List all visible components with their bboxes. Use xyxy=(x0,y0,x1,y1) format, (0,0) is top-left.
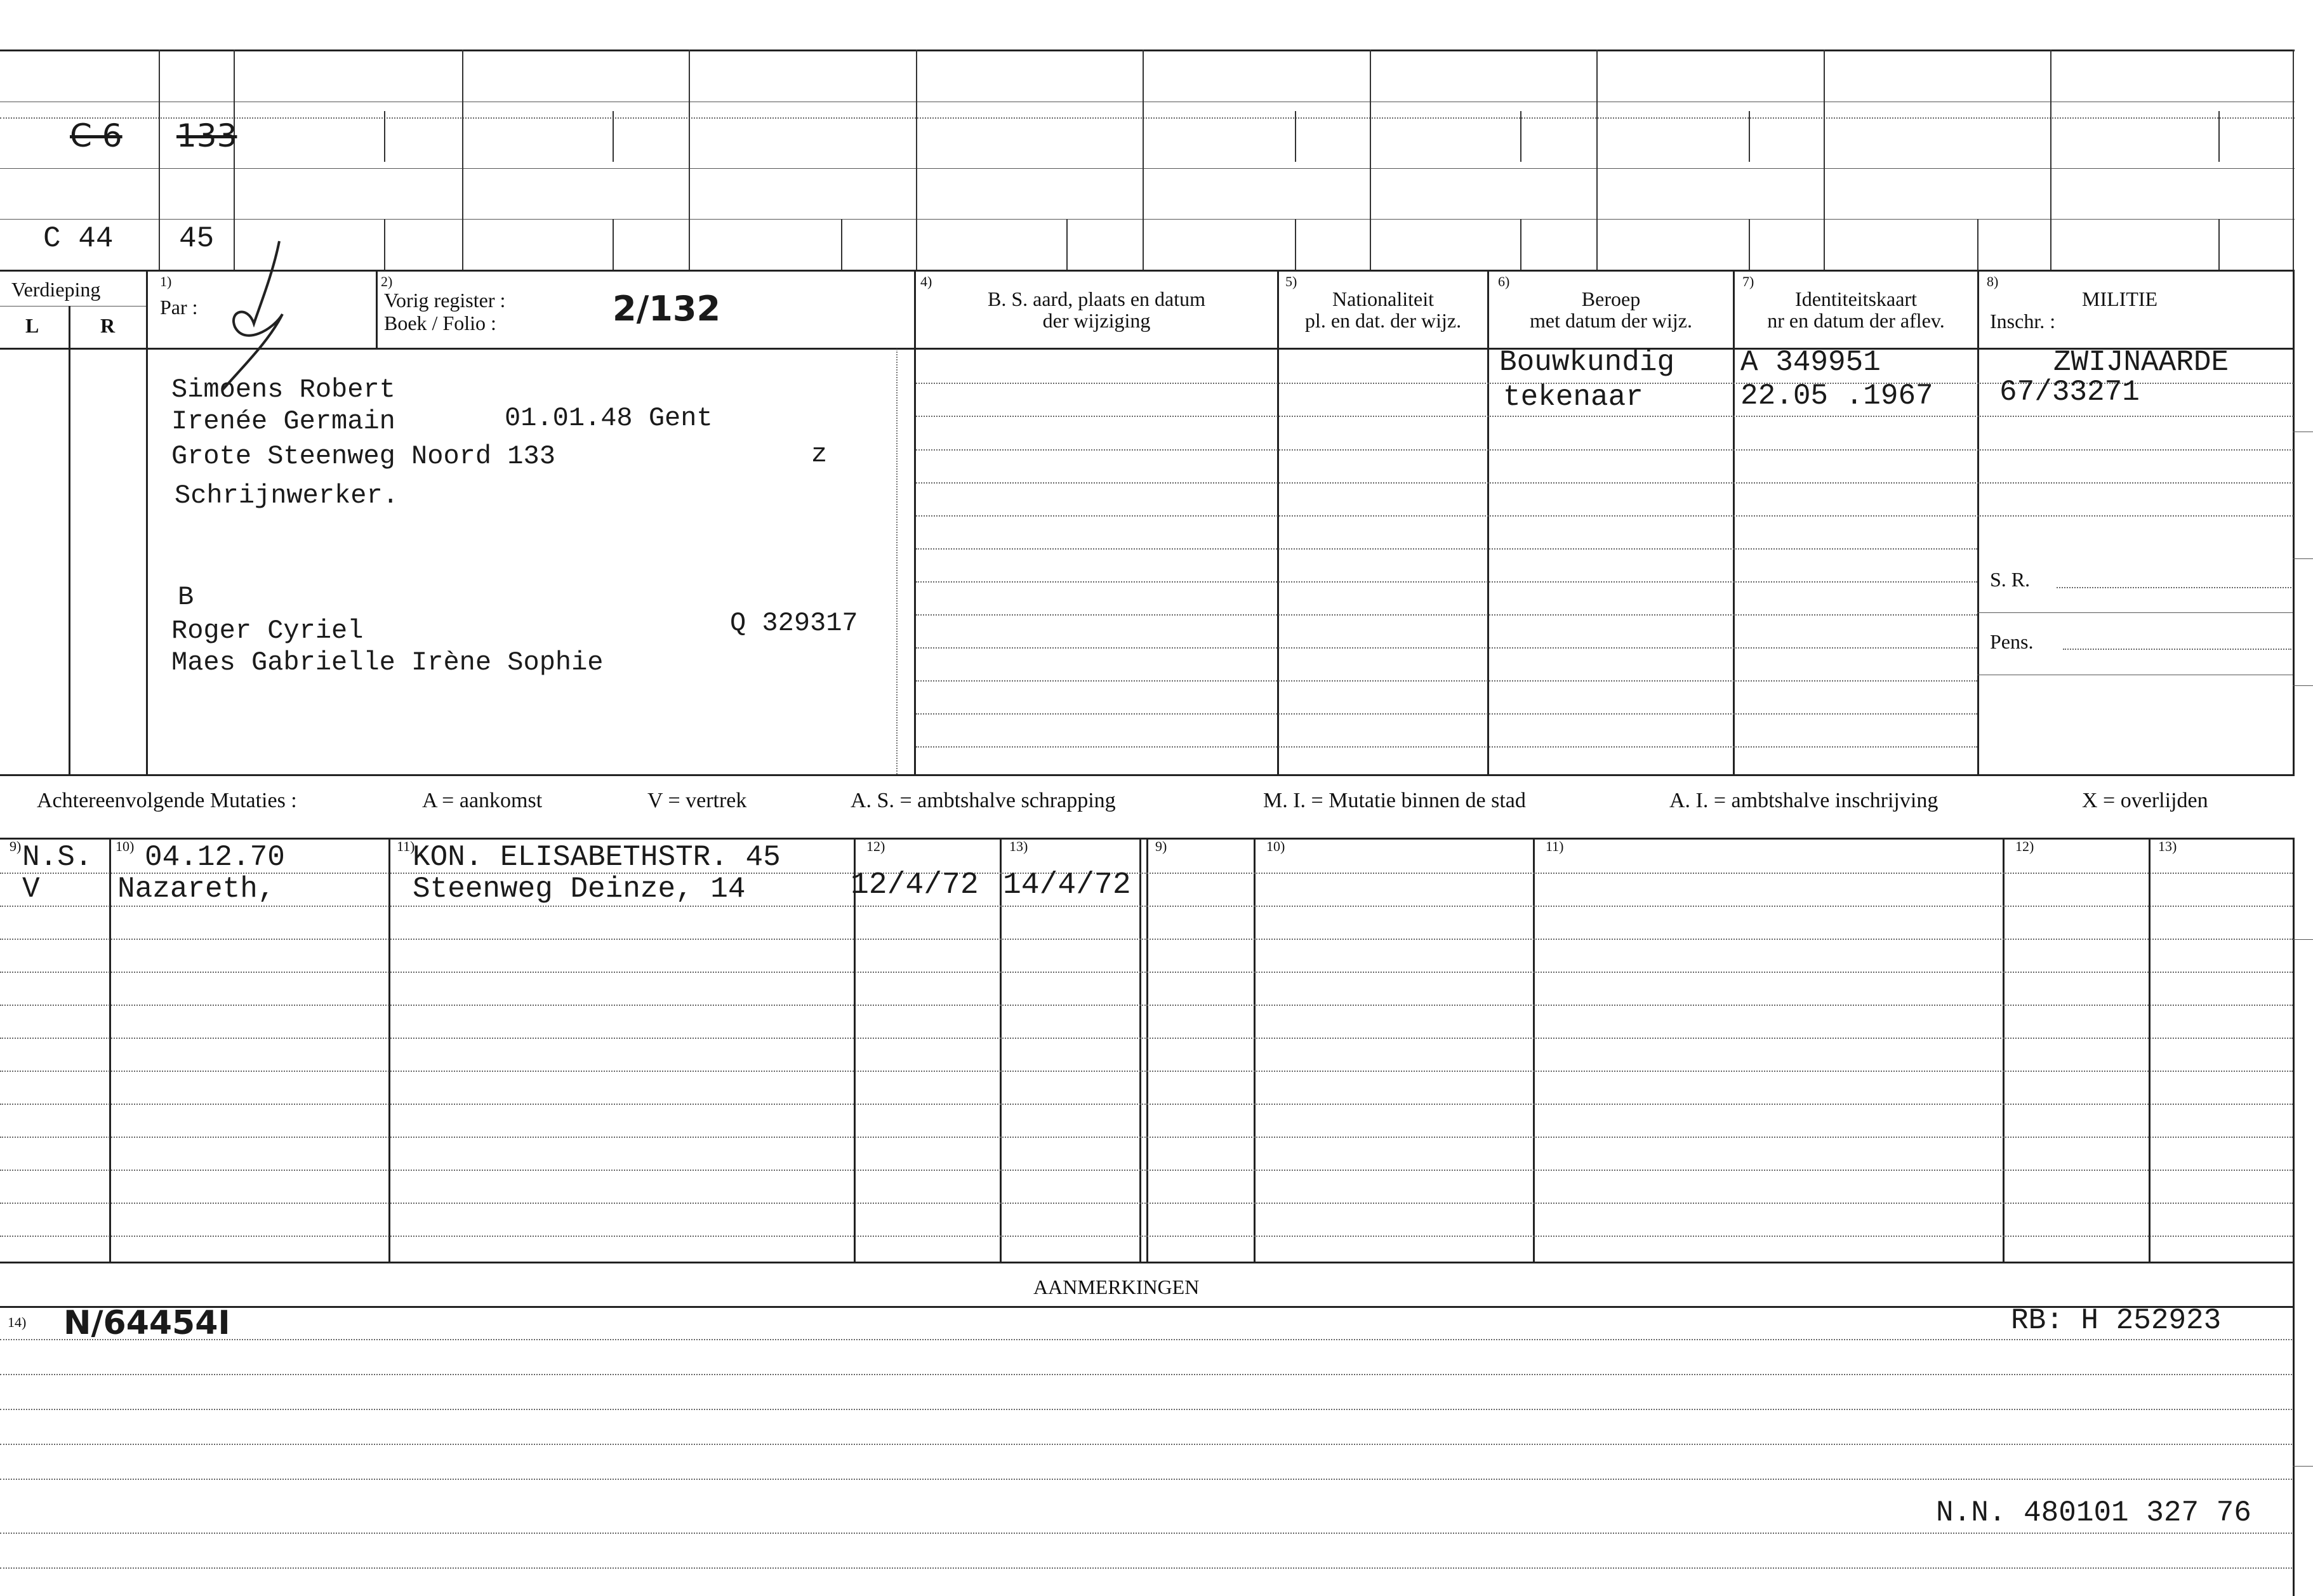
header-r: R xyxy=(100,314,116,337)
mut-row-line xyxy=(0,1005,2293,1006)
header-n2: 2) xyxy=(381,274,393,289)
header-identiteitskaart xyxy=(1735,289,1977,331)
header-nat-line2: pl. en dat. der wijz. xyxy=(1304,308,1462,332)
grid-col xyxy=(613,111,614,162)
header-par: Par : xyxy=(160,296,198,319)
header-id-line1: Identiteitskaart xyxy=(1795,287,1917,310)
edge-tick xyxy=(2293,558,2313,559)
militie-sr: S. R. xyxy=(1990,568,2031,591)
grid-col xyxy=(1295,219,1296,270)
mut-row1-code: N.S. xyxy=(22,841,93,874)
mut-row1-address: KON. ELISABETHSTR. 45 xyxy=(413,841,781,874)
mut-row2-address: Steenweg Deinze, 14 xyxy=(413,873,746,906)
grid-col xyxy=(1749,111,1750,162)
mut-row-line xyxy=(0,1038,2293,1039)
header-id-line2: nr en datum der aflev. xyxy=(1767,308,1945,332)
number-133: 133 xyxy=(176,117,237,154)
section-divider xyxy=(896,349,898,774)
header-beroep-line1: Beroep xyxy=(1581,287,1641,310)
header-nationaliteit xyxy=(1279,289,1487,331)
code-c44: C 44 xyxy=(43,222,114,255)
header-n4: 4) xyxy=(920,274,932,289)
body-line xyxy=(916,647,1977,649)
mut-col xyxy=(388,838,390,1262)
header-bottom xyxy=(0,348,2295,350)
mut-col xyxy=(1146,838,1148,1262)
grid-line xyxy=(0,270,2295,272)
grid-line xyxy=(0,117,2295,119)
remarks-line xyxy=(0,1339,2295,1340)
legend-a: A = aankomst xyxy=(422,789,543,812)
beroep-line1: Bouwkundig xyxy=(1499,346,1675,379)
body-line xyxy=(916,416,2293,417)
body-line xyxy=(916,746,1977,748)
grid-col xyxy=(1143,49,1144,270)
header-nat-line1: Nationaliteit xyxy=(1332,287,1434,310)
edge-tick xyxy=(2293,685,2313,686)
remarks-rb: RB: H 252923 xyxy=(2011,1304,2222,1337)
header-n8: 8) xyxy=(1987,274,1999,289)
header-bs-line1: B. S. aard, plaats en datum xyxy=(987,287,1206,310)
mut-col xyxy=(2003,838,2005,1262)
person-mother: Maes Gabrielle Irène Sophie xyxy=(171,647,604,678)
pens-line xyxy=(2063,649,2291,650)
section-divider xyxy=(146,270,148,774)
legend-as: A. S. = ambtshalve schrapping xyxy=(851,789,1116,812)
legend-ai: A. I. = ambtshalve inschrijving xyxy=(1669,789,1939,812)
section-divider xyxy=(2293,270,2295,774)
header-n6: 6) xyxy=(1498,274,1510,289)
grid-col xyxy=(2293,49,2294,270)
number-45: 45 xyxy=(179,222,215,255)
header-inschr: Inschr. : xyxy=(1990,310,2056,333)
body-line xyxy=(916,515,2293,517)
body-line xyxy=(916,581,1977,583)
militie-line xyxy=(1977,612,2293,613)
remarks-divider xyxy=(0,1306,2295,1308)
grid-col xyxy=(1977,219,1978,270)
grid-col xyxy=(689,49,690,270)
header-boek-folio: Boek / Folio : xyxy=(384,312,496,334)
section-divider xyxy=(1977,270,1979,774)
person-b: B xyxy=(178,582,194,612)
header-militie: MILITIE xyxy=(2082,287,2158,310)
edge-tick xyxy=(2293,939,2313,940)
person-father: Roger Cyriel xyxy=(171,616,364,646)
header-bs xyxy=(920,289,1273,331)
header-n5: 5) xyxy=(1285,274,1297,289)
mut-col-num: 13) xyxy=(2158,838,2177,854)
mut-row-line xyxy=(0,873,2293,874)
section-divider xyxy=(69,306,70,774)
grid-col xyxy=(1520,219,1521,270)
mut-col-num: 10) xyxy=(116,838,135,854)
grid-col xyxy=(384,219,385,270)
grid-col xyxy=(159,49,160,270)
header-bs-line2: der wijziging xyxy=(1042,308,1151,332)
remarks-code: N/64454I xyxy=(63,1304,230,1342)
top-border xyxy=(0,49,2295,51)
header-l: L xyxy=(25,314,39,337)
body-line xyxy=(916,482,2293,484)
grid-col xyxy=(916,49,917,270)
id-card-date: 22.05 .1967 xyxy=(1740,379,1933,412)
grid-col xyxy=(841,219,842,270)
mut-col-num: 10) xyxy=(1266,838,1285,854)
grid-col xyxy=(1824,49,1825,270)
section-divider xyxy=(376,270,378,349)
mut-row2-code: V xyxy=(22,873,40,906)
section-divider xyxy=(914,270,916,774)
remarks-line xyxy=(0,1409,2295,1410)
person-birth: 01.01.48 Gent xyxy=(505,403,713,433)
mut-col-num: 13) xyxy=(1009,838,1028,854)
edge-tick xyxy=(2293,1466,2313,1467)
header-n1: 1) xyxy=(160,274,172,289)
mut-col-num: 9) xyxy=(10,838,22,854)
mut-col xyxy=(109,838,111,1262)
mut-row1-date: 04.12.70 xyxy=(145,841,285,874)
grid-col xyxy=(2050,49,2051,270)
grid-line xyxy=(0,219,2295,220)
grid-col xyxy=(1749,219,1750,270)
beroep-line2: tekenaar xyxy=(1503,381,1643,414)
legend-v: V = vertrek xyxy=(647,789,747,812)
header-verdieping: Verdieping xyxy=(11,278,101,301)
mut-col-num: 12) xyxy=(866,838,885,854)
grid-col xyxy=(1066,219,1068,270)
grid-col xyxy=(1370,49,1371,270)
register-value: 2/132 xyxy=(613,289,721,329)
legend-x: X = overlijden xyxy=(2082,789,2208,812)
mut-row-line xyxy=(0,1170,2293,1171)
legend-mi: M. I. = Mutatie binnen de stad xyxy=(1263,789,1526,812)
header-beroep xyxy=(1489,289,1733,331)
body-line xyxy=(916,614,1977,616)
section-divider xyxy=(1277,270,1279,774)
section-divider xyxy=(1487,270,1489,774)
grid-col xyxy=(1520,111,1521,162)
grid-col xyxy=(2218,219,2220,270)
body-line xyxy=(916,713,1977,715)
person-occupation: Schrijnwerker. xyxy=(175,480,399,511)
mut-col xyxy=(1139,838,1141,1262)
grid-col xyxy=(1295,111,1296,162)
person-address: Grote Steenweg Noord 133 xyxy=(171,441,555,472)
mut-col xyxy=(1000,838,1002,1262)
grid-col xyxy=(2218,111,2220,162)
mut-row-line xyxy=(0,1071,2293,1072)
militie-number: 67/33271 xyxy=(1999,376,2140,409)
mut-row2-place: Nazareth, xyxy=(117,873,275,906)
mut-col-num: 11) xyxy=(1546,838,1564,854)
mut-row-line xyxy=(0,1137,2293,1138)
remarks-title: AANMERKINGEN xyxy=(1033,1276,1200,1298)
header-n7: 7) xyxy=(1742,274,1754,289)
section-divider xyxy=(1733,270,1735,774)
person-first-names: Irenée Germain xyxy=(171,406,395,437)
code-c6: C 6 xyxy=(70,117,123,154)
remarks-nn: N.N. 480101 327 76 xyxy=(1936,1496,2251,1529)
grid-line xyxy=(0,168,2295,169)
militie-place: ZWIJNAARDE xyxy=(2053,346,2229,379)
mut-col xyxy=(1254,838,1256,1262)
mut-row-line xyxy=(0,906,2293,907)
grid-col xyxy=(462,49,463,270)
remarks-n14: 14) xyxy=(8,1314,27,1330)
mutations-bottom xyxy=(0,1262,2295,1263)
person-z: z xyxy=(811,439,828,470)
mut-row2-date12: 12/4/72 xyxy=(851,868,979,902)
mut-col-num: 12) xyxy=(2015,838,2034,854)
body-line xyxy=(916,449,2293,451)
mut-col xyxy=(2293,838,2295,1262)
remarks-line xyxy=(0,1444,2295,1445)
body-line xyxy=(916,680,1977,682)
grid-col xyxy=(384,111,385,162)
legend-top xyxy=(0,774,2295,776)
remarks-line xyxy=(0,1533,2295,1534)
person-q-number: Q 329317 xyxy=(730,608,858,638)
mut-row-line xyxy=(0,1104,2293,1105)
militie-pens: Pens. xyxy=(1990,630,2034,653)
mut-col-num: 9) xyxy=(1155,838,1167,854)
grid-col xyxy=(613,219,614,270)
grid-col xyxy=(1596,49,1598,270)
header-beroep-line2: met datum der wijz. xyxy=(1530,308,1692,332)
header-vorig-register: Vorig register : xyxy=(384,289,506,312)
mut-row-line xyxy=(0,972,2293,973)
body-line xyxy=(916,548,1977,550)
remarks-line xyxy=(0,1374,2295,1375)
remarks-line xyxy=(0,1567,2295,1569)
mut-row2-date13: 14/4/72 xyxy=(1003,868,1131,902)
mut-row-line xyxy=(0,1236,2293,1237)
handwritten-mark xyxy=(209,235,305,400)
sr-line xyxy=(2057,587,2291,588)
person-name: Simoens Robert xyxy=(171,374,395,405)
remarks-line xyxy=(0,1479,2295,1480)
mut-col xyxy=(2149,838,2151,1262)
mut-col xyxy=(1533,838,1535,1262)
right-edge xyxy=(2293,1262,2295,1596)
legend-title: Achtereenvolgende Mutaties : xyxy=(37,789,297,812)
mut-col-num: 11) xyxy=(397,838,415,854)
id-card-number: A 349951 xyxy=(1740,346,1881,379)
mut-row-line xyxy=(0,1203,2293,1204)
header-divider xyxy=(0,306,146,307)
mut-row-line xyxy=(0,939,2293,940)
